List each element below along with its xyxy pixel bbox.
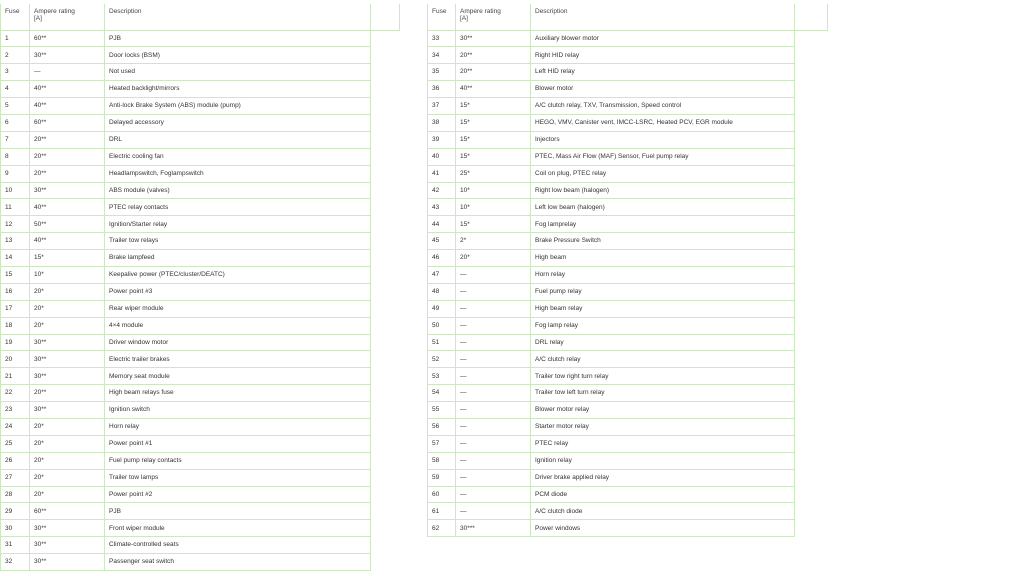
fuse-number-cell: 45: [428, 233, 456, 250]
ampere-header-line1: Ampere rating: [34, 8, 75, 15]
ampere-rating-cell: 20*: [30, 452, 105, 469]
description-cell: Climate-controlled seats: [105, 537, 371, 554]
description-cell: A/C clutch relay, TXV, Transmission, Speed control: [531, 98, 795, 115]
description-cell: Power windows: [531, 520, 795, 537]
ampere-rating-cell: 30**: [30, 47, 105, 64]
description-cell: Coil on plug, PTEC relay: [531, 165, 795, 182]
table-row: [1, 30, 371, 47]
ampere-rating-cell: 15*: [30, 250, 105, 267]
ampere-rating-cell: —: [456, 317, 531, 334]
header-row: [428, 4, 795, 30]
right-header-overhang: [793, 4, 828, 31]
table-row: [1, 114, 371, 131]
table-row: [428, 216, 795, 233]
description-cell: Passenger seat switch: [105, 554, 371, 571]
ampere-rating-cell: 30**: [456, 30, 531, 47]
table-row: [1, 81, 371, 98]
fuse-number-cell: 44: [428, 216, 456, 233]
ampere-rating-cell: 20**: [30, 148, 105, 165]
ampere-rating-cell: 30**: [30, 520, 105, 537]
table-row: [1, 418, 371, 435]
description-cell: Fuel pump relay: [531, 283, 795, 300]
description-cell: Ignition relay: [531, 452, 795, 469]
description-cell: Delayed accessory: [105, 114, 371, 131]
table-row: [428, 469, 795, 486]
table-row: [1, 385, 371, 402]
ampere-rating-cell: 15*: [456, 114, 531, 131]
fuse-number-cell: 24: [1, 418, 30, 435]
table-row: [428, 233, 795, 250]
right-table-body: [428, 30, 795, 537]
table-row: [1, 317, 371, 334]
ampere-rating-cell: 20*: [30, 486, 105, 503]
table-row: [428, 148, 795, 165]
description-cell: Right HID relay: [531, 47, 795, 64]
ampere-rating-cell: 60**: [30, 114, 105, 131]
ampere-rating-cell: 30**: [30, 554, 105, 571]
table-row: [1, 402, 371, 419]
table-row: [428, 266, 795, 283]
ampere-rating-cell: 20*: [456, 250, 531, 267]
ampere-rating-cell: 10*: [30, 266, 105, 283]
description-cell: Fuel pump relay contacts: [105, 452, 371, 469]
table-row: [1, 368, 371, 385]
table-row: [428, 165, 795, 182]
description-cell: Trailer tow right turn relay: [531, 368, 795, 385]
ampere-rating-cell: —: [456, 435, 531, 452]
fuse-number-cell: 56: [428, 418, 456, 435]
ampere-rating-cell: 2*: [456, 233, 531, 250]
description-cell: Trailer tow left turn relay: [531, 385, 795, 402]
fuse-table-left: [0, 4, 371, 571]
fuse-number-cell: 34: [428, 47, 456, 64]
fuse-number-cell: 21: [1, 368, 30, 385]
fuse-number-cell: 32: [1, 554, 30, 571]
description-header: Description: [531, 4, 795, 30]
ampere-rating-cell: 20**: [30, 165, 105, 182]
table-row: [428, 368, 795, 385]
left-table-body: [1, 30, 371, 571]
table-row: [428, 131, 795, 148]
description-cell: Anti-lock Brake System (ABS) module (pump): [105, 98, 371, 115]
fuse-number-cell: 60: [428, 486, 456, 503]
ampere-rating-cell: 20**: [30, 131, 105, 148]
fuse-number-cell: 8: [1, 148, 30, 165]
fuse-number-cell: 41: [428, 165, 456, 182]
table-row: [1, 182, 371, 199]
ampere-rating-cell: —: [456, 266, 531, 283]
fuse-number-cell: 62: [428, 520, 456, 537]
fuse-number-cell: 33: [428, 30, 456, 47]
fuse-number-cell: 50: [428, 317, 456, 334]
table-row: [1, 537, 371, 554]
fuse-number-cell: 17: [1, 300, 30, 317]
description-cell: Driver brake applied relay: [531, 469, 795, 486]
description-cell: PJB: [105, 503, 371, 520]
description-cell: PTEC, Mass Air Flow (MAF) Sensor, Fuel pump relay: [531, 148, 795, 165]
table-row: [428, 351, 795, 368]
description-cell: Brake lampfeed: [105, 250, 371, 267]
fuse-header: Fuse: [1, 4, 30, 30]
table-row: [428, 385, 795, 402]
table-row: [428, 47, 795, 64]
description-cell: Trailer tow relays: [105, 233, 371, 250]
table-row: [1, 47, 371, 64]
ampere-header-line2: [A]: [34, 15, 42, 23]
ampere-rating-cell: 20*: [30, 418, 105, 435]
ampere-rating-cell: 20**: [456, 64, 531, 81]
description-cell: Ignition switch: [105, 402, 371, 419]
ampere-header-line2: [A]: [460, 15, 468, 23]
fuse-number-cell: 29: [1, 503, 30, 520]
table-row: [428, 334, 795, 351]
table-row: [428, 98, 795, 115]
ampere-rating-cell: —: [456, 334, 531, 351]
table-row: [1, 233, 371, 250]
table-row: [1, 283, 371, 300]
ampere-header: [456, 4, 531, 30]
description-cell: Injectors: [531, 131, 795, 148]
table-row: [1, 98, 371, 115]
table-row: [428, 64, 795, 81]
fuse-number-cell: 42: [428, 182, 456, 199]
description-cell: Power point #2: [105, 486, 371, 503]
description-cell: DRL: [105, 131, 371, 148]
fuse-number-cell: 52: [428, 351, 456, 368]
table-row: [1, 300, 371, 317]
table-row: [1, 334, 371, 351]
description-cell: A/C clutch relay: [531, 351, 795, 368]
table-row: [1, 520, 371, 537]
fuse-number-cell: 37: [428, 98, 456, 115]
description-cell: Starter motor relay: [531, 418, 795, 435]
description-cell: 4×4 module: [105, 317, 371, 334]
description-cell: Left HID relay: [531, 64, 795, 81]
ampere-rating-cell: 20**: [456, 47, 531, 64]
table-row: [428, 418, 795, 435]
fuse-number-cell: 23: [1, 402, 30, 419]
fuse-number-cell: 22: [1, 385, 30, 402]
description-cell: Fog lamp relay: [531, 317, 795, 334]
fuse-number-cell: 16: [1, 283, 30, 300]
description-cell: PCM diode: [531, 486, 795, 503]
description-cell: HEGO, VMV, Canister vent, IMCC-LSRC, Heated PCV, EGR module: [531, 114, 795, 131]
fuse-number-cell: 31: [1, 537, 30, 554]
description-cell: High beam relays fuse: [105, 385, 371, 402]
ampere-rating-cell: 30**: [30, 182, 105, 199]
table-row: [1, 266, 371, 283]
ampere-rating-cell: 30**: [30, 402, 105, 419]
fuse-number-cell: 57: [428, 435, 456, 452]
table-row: [428, 182, 795, 199]
table-row: [428, 503, 795, 520]
table-row: [1, 503, 371, 520]
fuse-number-cell: 2: [1, 47, 30, 64]
table-row: [1, 148, 371, 165]
fuse-number-cell: 35: [428, 64, 456, 81]
description-cell: Keepalive power (PTEC/cluster/DEATC): [105, 266, 371, 283]
ampere-header-line1: Ampere rating: [460, 8, 501, 15]
fuse-number-cell: 15: [1, 266, 30, 283]
description-cell: Driver window motor: [105, 334, 371, 351]
ampere-rating-cell: —: [456, 368, 531, 385]
ampere-rating-cell: —: [456, 418, 531, 435]
description-cell: Right low beam (halogen): [531, 182, 795, 199]
description-cell: Fog lamprelay: [531, 216, 795, 233]
ampere-rating-cell: 60**: [30, 30, 105, 47]
fuse-number-cell: 14: [1, 250, 30, 267]
description-cell: High beam: [531, 250, 795, 267]
ampere-rating-cell: 20*: [30, 283, 105, 300]
table-row: [1, 351, 371, 368]
fuse-number-cell: 27: [1, 469, 30, 486]
fuse-table-right: [427, 4, 795, 537]
description-cell: Front wiper module: [105, 520, 371, 537]
fuse-number-cell: 13: [1, 233, 30, 250]
description-cell: Left low beam (halogen): [531, 199, 795, 216]
table-row: [428, 452, 795, 469]
description-cell: Power point #1: [105, 435, 371, 452]
description-cell: Blower motor relay: [531, 402, 795, 419]
ampere-rating-cell: 20**: [30, 385, 105, 402]
table-row: [428, 435, 795, 452]
fuse-number-cell: 39: [428, 131, 456, 148]
ampere-rating-cell: —: [30, 64, 105, 81]
ampere-rating-cell: 40**: [30, 81, 105, 98]
fuse-number-cell: 61: [428, 503, 456, 520]
fuse-number-cell: 28: [1, 486, 30, 503]
ampere-rating-cell: —: [456, 452, 531, 469]
description-cell: High beam relay: [531, 300, 795, 317]
ampere-rating-cell: —: [456, 469, 531, 486]
table-row: [428, 250, 795, 267]
ampere-rating-cell: —: [456, 402, 531, 419]
ampere-rating-cell: 15*: [456, 98, 531, 115]
description-cell: Horn relay: [105, 418, 371, 435]
ampere-rating-cell: 30**: [30, 368, 105, 385]
table-row: [1, 452, 371, 469]
fuse-number-cell: 59: [428, 469, 456, 486]
ampere-rating-cell: 30**: [30, 334, 105, 351]
table-row: [1, 64, 371, 81]
description-cell: PTEC relay contacts: [105, 199, 371, 216]
description-cell: PTEC relay: [531, 435, 795, 452]
table-row: [428, 317, 795, 334]
table-row: [428, 300, 795, 317]
ampere-rating-cell: —: [456, 300, 531, 317]
table-row: [428, 486, 795, 503]
description-cell: Electric trailer brakes: [105, 351, 371, 368]
fuse-number-cell: 40: [428, 148, 456, 165]
ampere-rating-cell: 40**: [30, 233, 105, 250]
ampere-rating-cell: 50**: [30, 216, 105, 233]
table-row: [428, 114, 795, 131]
fuse-number-cell: 12: [1, 216, 30, 233]
fuse-header: Fuse: [428, 4, 456, 30]
fuse-number-cell: 54: [428, 385, 456, 402]
fuse-number-cell: 47: [428, 266, 456, 283]
ampere-rating-cell: 15*: [456, 216, 531, 233]
table-row: [428, 199, 795, 216]
description-cell: Heated backlight/mirrors: [105, 81, 371, 98]
fuse-number-cell: 4: [1, 81, 30, 98]
description-cell: Blower motor: [531, 81, 795, 98]
table-row: [1, 469, 371, 486]
description-cell: PJB: [105, 30, 371, 47]
description-cell: Trailer tow lamps: [105, 469, 371, 486]
ampere-rating-cell: 20*: [30, 469, 105, 486]
ampere-rating-cell: 20*: [30, 435, 105, 452]
description-cell: Door locks (BSM): [105, 47, 371, 64]
ampere-rating-cell: —: [456, 385, 531, 402]
fuse-number-cell: 26: [1, 452, 30, 469]
fuse-number-cell: 43: [428, 199, 456, 216]
fuse-number-cell: 19: [1, 334, 30, 351]
fuse-number-cell: 10: [1, 182, 30, 199]
fuse-number-cell: 7: [1, 131, 30, 148]
table-row: [428, 30, 795, 47]
table-row: [1, 131, 371, 148]
table-row: [1, 486, 371, 503]
table-row: [1, 250, 371, 267]
fuse-number-cell: 46: [428, 250, 456, 267]
ampere-rating-cell: 40**: [30, 98, 105, 115]
ampere-rating-cell: 10*: [456, 199, 531, 216]
table-row: [1, 216, 371, 233]
ampere-rating-cell: 25*: [456, 165, 531, 182]
fuse-number-cell: 20: [1, 351, 30, 368]
description-cell: DRL relay: [531, 334, 795, 351]
ampere-rating-cell: 15*: [456, 131, 531, 148]
description-cell: ABS module (valves): [105, 182, 371, 199]
ampere-rating-cell: 60**: [30, 503, 105, 520]
ampere-rating-cell: 10*: [456, 182, 531, 199]
table-row: [1, 165, 371, 182]
fuse-number-cell: 30: [1, 520, 30, 537]
fuse-number-cell: 1: [1, 30, 30, 47]
ampere-rating-cell: 30***: [456, 520, 531, 537]
ampere-rating-cell: 40**: [30, 199, 105, 216]
table-row: [1, 554, 371, 571]
table-row: [428, 520, 795, 537]
fuse-number-cell: 49: [428, 300, 456, 317]
ampere-rating-cell: —: [456, 486, 531, 503]
ampere-rating-cell: 20*: [30, 300, 105, 317]
ampere-rating-cell: 20*: [30, 317, 105, 334]
table-row: [428, 402, 795, 419]
fuse-number-cell: 48: [428, 283, 456, 300]
ampere-rating-cell: —: [456, 351, 531, 368]
description-cell: Ignition/Starter relay: [105, 216, 371, 233]
description-cell: Rear wiper module: [105, 300, 371, 317]
ampere-rating-cell: 30**: [30, 537, 105, 554]
table-row: [1, 435, 371, 452]
ampere-rating-cell: 30**: [30, 351, 105, 368]
description-cell: Brake Pressure Switch: [531, 233, 795, 250]
description-cell: Auxiliary blower motor: [531, 30, 795, 47]
description-cell: A/C clutch diode: [531, 503, 795, 520]
fuse-number-cell: 53: [428, 368, 456, 385]
ampere-rating-cell: —: [456, 503, 531, 520]
header-row: [1, 4, 371, 30]
fuse-number-cell: 6: [1, 114, 30, 131]
fuse-number-cell: 36: [428, 81, 456, 98]
table-row: [1, 199, 371, 216]
description-cell: Electric cooling fan: [105, 148, 371, 165]
fuse-number-cell: 5: [1, 98, 30, 115]
ampere-rating-cell: 40**: [456, 81, 531, 98]
fuse-number-cell: 11: [1, 199, 30, 216]
description-cell: Not used: [105, 64, 371, 81]
fuse-number-cell: 55: [428, 402, 456, 419]
ampere-header: [30, 4, 105, 30]
fuse-number-cell: 38: [428, 114, 456, 131]
description-cell: Headlampswitch, Foglampswitch: [105, 165, 371, 182]
ampere-rating-cell: —: [456, 283, 531, 300]
fuse-number-cell: 51: [428, 334, 456, 351]
fuse-number-cell: 58: [428, 452, 456, 469]
fuse-number-cell: 18: [1, 317, 30, 334]
description-header: Description: [105, 4, 371, 30]
description-cell: Power point #3: [105, 283, 371, 300]
table-row: [428, 81, 795, 98]
ampere-rating-cell: 15*: [456, 148, 531, 165]
fuse-number-cell: 9: [1, 165, 30, 182]
description-cell: Memory seat module: [105, 368, 371, 385]
fuse-number-cell: 3: [1, 64, 30, 81]
table-row: [428, 283, 795, 300]
description-cell: Horn relay: [531, 266, 795, 283]
left-header-overhang: [369, 4, 400, 31]
fuse-number-cell: 25: [1, 435, 30, 452]
